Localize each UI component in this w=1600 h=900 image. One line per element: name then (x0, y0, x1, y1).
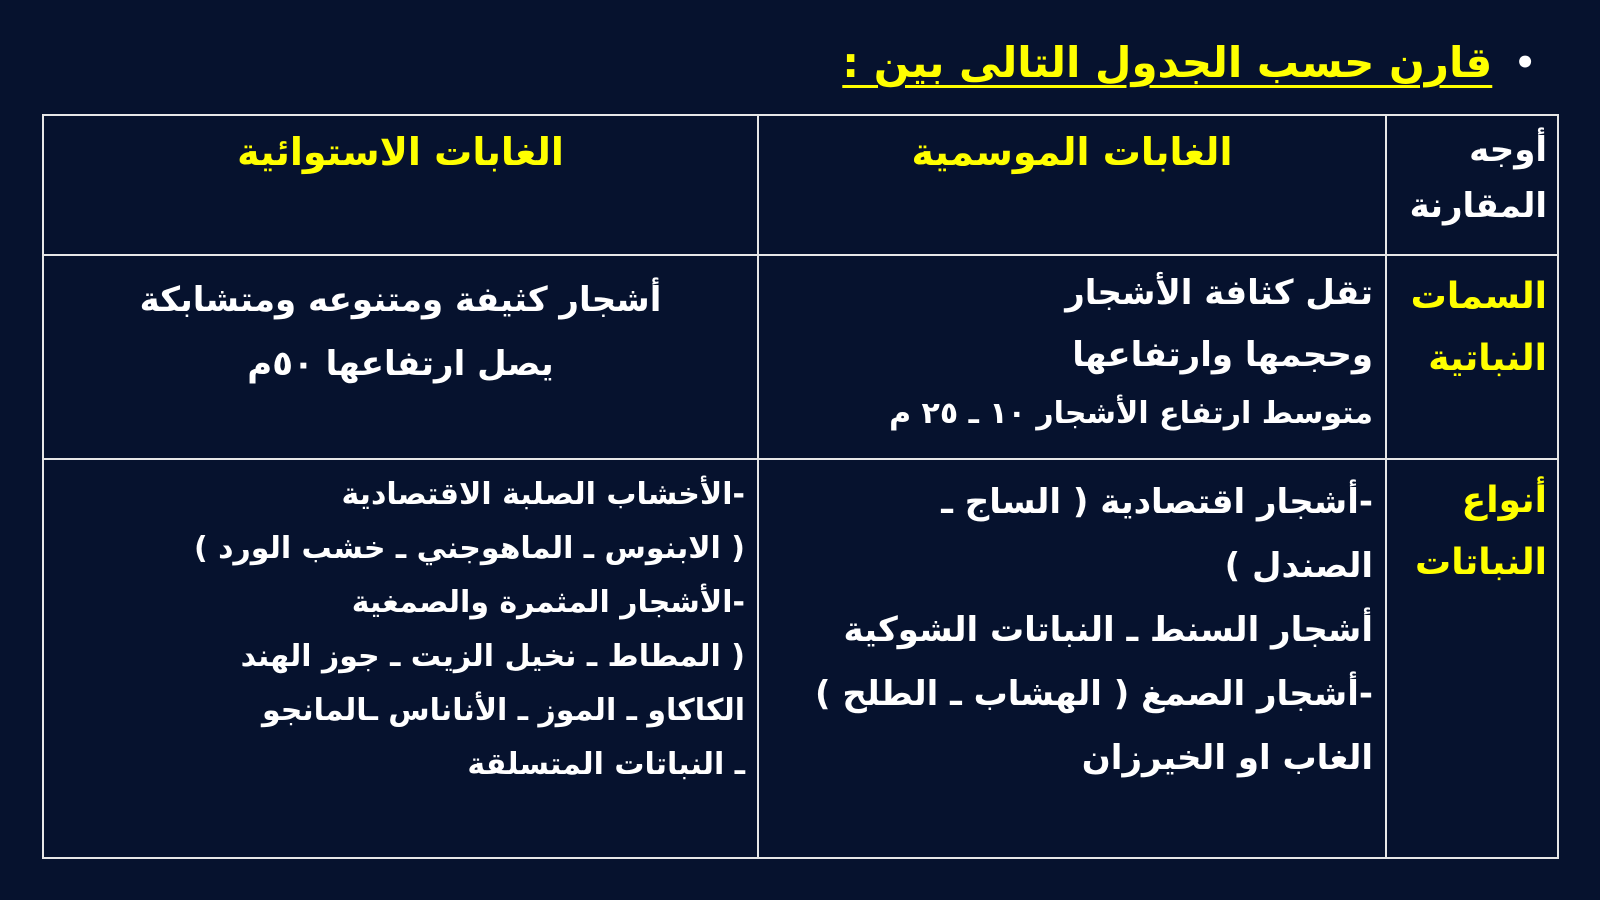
title-text: قارن حسب الجدول التالى بين : (842, 38, 1493, 87)
cell-line: الكاكاو ـ الموز ـ الأناناس ـالمانجو (261, 693, 745, 728)
header-tropical: الغابات الاستوائية (43, 115, 758, 255)
header-aspects-cell (1386, 115, 1558, 255)
comparison-table (42, 114, 1559, 859)
cell-line: ( المطاط ـ نخيل الزيت ـ جوز الهند (240, 639, 745, 674)
row-label-line: النباتية (1428, 338, 1547, 379)
cell-seasonal-types (758, 459, 1386, 858)
cell-line: الغاب او الخيرزان (1081, 738, 1373, 778)
header-seasonal: الغابات الموسمية (758, 115, 1386, 255)
cell-line: يصل ارتفاعها ٥٠م (247, 344, 554, 384)
cell-line: ـ النباتات المتسلقة (467, 747, 745, 782)
cell-line: -أشجار الصمغ ( الهشاب ـ الطلح ) (814, 674, 1373, 714)
cell-line: وحجمها وارتفاعها (1072, 335, 1373, 375)
row-label-line: النباتات (1415, 542, 1547, 583)
cell-line: أشجار السنط ـ النباتات الشوكية (843, 610, 1373, 650)
cell-line: -أشجار اقتصادية ( الساج ـ (941, 482, 1373, 522)
table-row-features (43, 255, 1558, 459)
row-label-types (1386, 459, 1558, 858)
cell-line: ( الابنوس ـ الماهوجني ـ خشب الورد ) (193, 531, 745, 566)
cell-line: -الأخشاب الصلبة الاقتصادية (341, 477, 745, 512)
cell-line: تقل كثافة الأشجار (1065, 273, 1373, 313)
cell-seasonal-features (758, 255, 1386, 459)
cell-line: -الأشجار المثمرة والصمغية (351, 585, 745, 620)
cell-line: أشجار كثيفة ومتنوعه ومتشابكة (139, 280, 662, 320)
table-row-types (43, 459, 1558, 858)
row-label-line: أنواع (1461, 480, 1547, 521)
header-aspects-line: أوجه (1469, 130, 1547, 170)
cell-tropical-features (43, 255, 758, 459)
cell-tropical-types (43, 459, 758, 858)
header-aspects-line: المقارنة (1409, 186, 1547, 226)
row-label-features (1386, 255, 1558, 459)
cell-line: الصندل ) (1224, 546, 1373, 586)
cell-line: متوسط ارتفاع الأشجار ١٠ ـ ٢٥ م (889, 396, 1373, 431)
row-label-line: السمات (1410, 276, 1547, 317)
table-header-row (43, 115, 1558, 255)
bullet-icon: • (1514, 42, 1536, 83)
slide-title (842, 38, 1536, 87)
